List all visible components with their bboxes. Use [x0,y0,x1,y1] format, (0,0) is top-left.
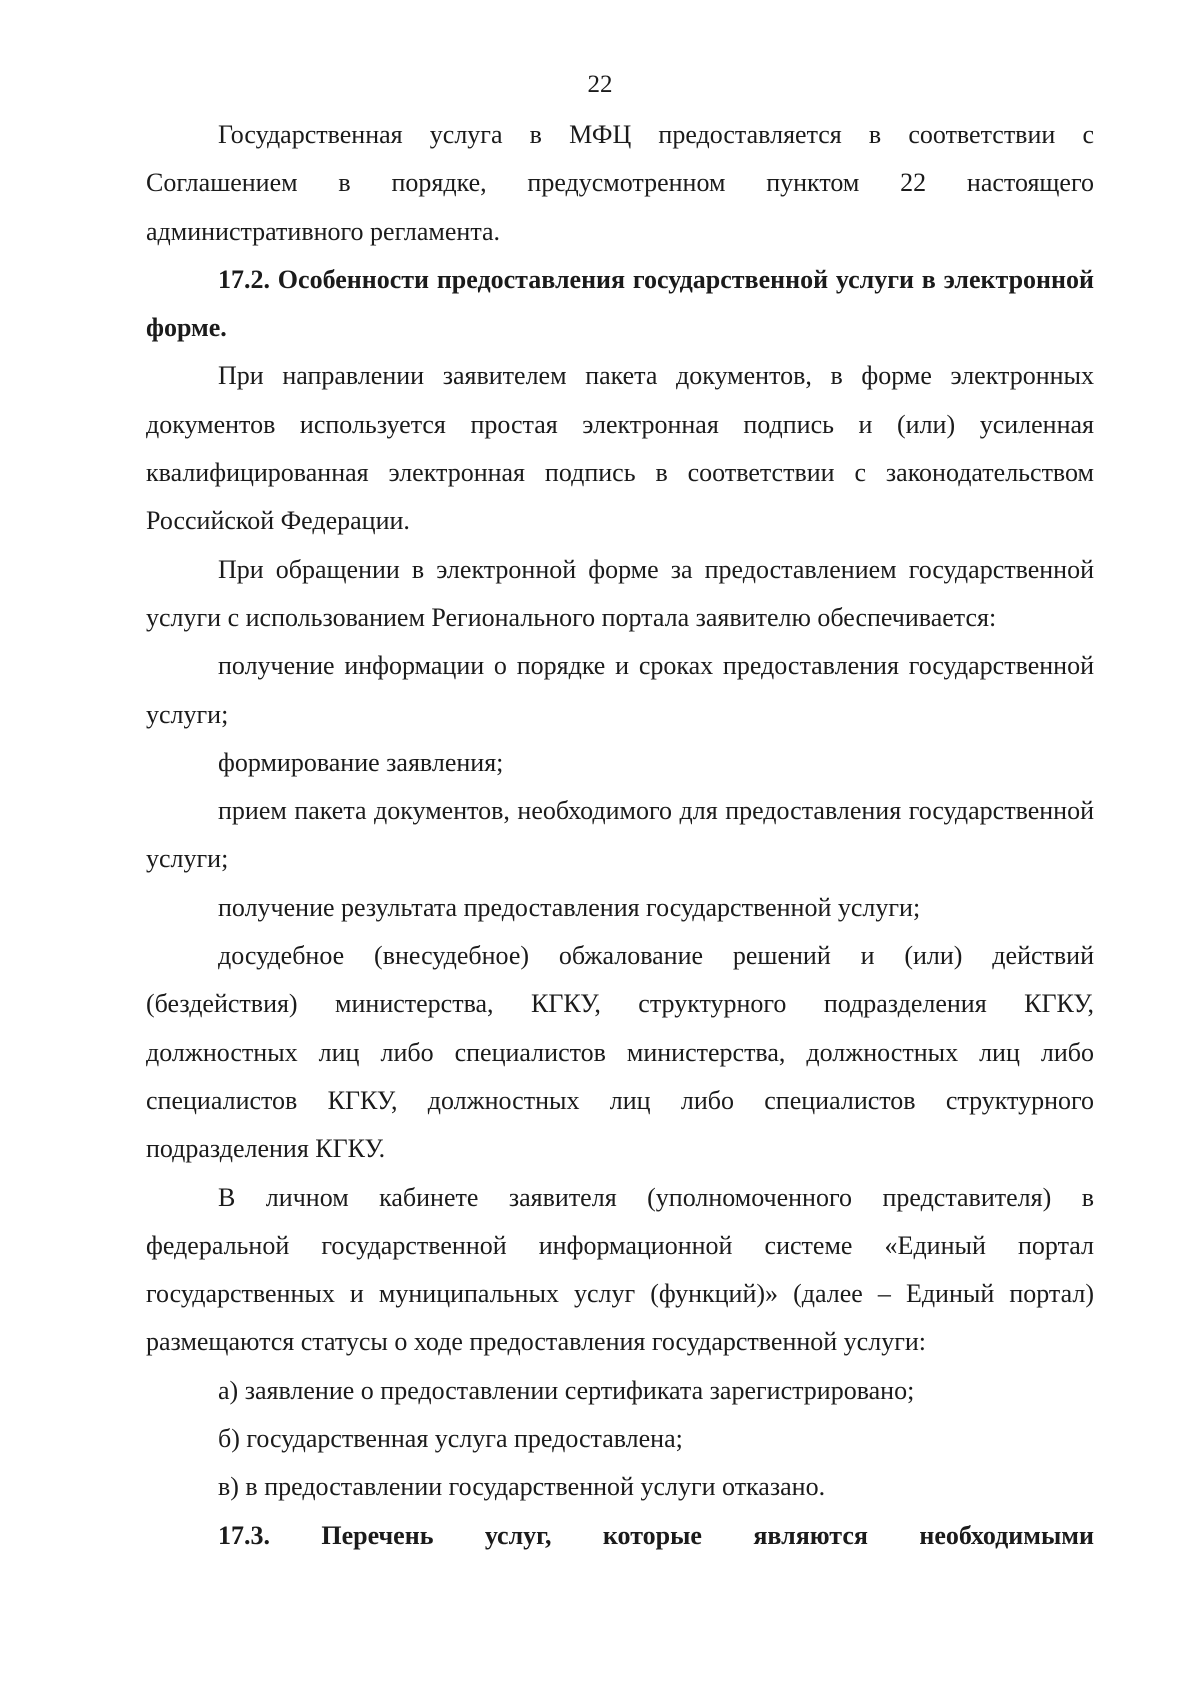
status-item-a: а) заявление о предоставлении сертификата зарегистрировано; [218,1375,915,1405]
document-body [146,111,1094,1560]
list-item-document-intake: прием пакета документов, необходимого для предоставления государственной услуги; [146,796,1094,874]
status-item-c: в) в предоставлении государственной услуги отказано. [218,1472,826,1502]
page-number: 22 [587,71,613,98]
list-item-result: получение результата предоставления государственной услуги; [218,892,921,922]
paragraph-personal-account: В личном кабинете заявителя (уполномоченного представителя) в федеральной государственной информационной системе «Единый портал государственных и муниципальных услуг (функций)» (далее – Единый портал) размещаются статусы о ходе предоставления государственной услуги: [146,1182,1094,1357]
section-heading-17-2: 17.2. Особенности предоставления государственной услуги в электронной форме. [146,264,1094,343]
list-item-information: получение информации о порядке и сроках предоставления государственной услуги; [146,651,1094,729]
list-item-application-form: формирование заявления; [218,747,504,777]
section-heading-17-3: 17.3. Перечень услуг, которые являются необходимыми [218,1520,1094,1550]
paragraph-electronic-signature: При направлении заявителем пакета документов, в форме электронных документов используется простая электронная подпись и (или) усиленная квалифицированная электронная подпись в соответствии с законодательством Российской Федерации. [146,361,1094,536]
paragraph-mfc-service: Государственная услуга в МФЦ предоставляется в соответствии с Соглашением в порядке, предусмотренном пунктом 22 настоящего административного регламента. [146,120,1094,246]
list-item-appeal: досудебное (внесудебное) обжалование решений и (или) действий (бездействия) министерства, КГКУ, структурного подразделения КГКУ, должностных лиц либо специалистов министерства, должностных лиц либо специалистов КГКУ, должностных лиц либо специалистов структурного подразделения КГКУ. [146,941,1094,1164]
status-item-b: б) государственная услуга предоставлена; [218,1424,683,1454]
paragraph-electronic-request: При обращении в электронной форме за предоставлением государственной услуги с использованием Регионального портала заявителю обеспечивается: [146,554,1094,632]
